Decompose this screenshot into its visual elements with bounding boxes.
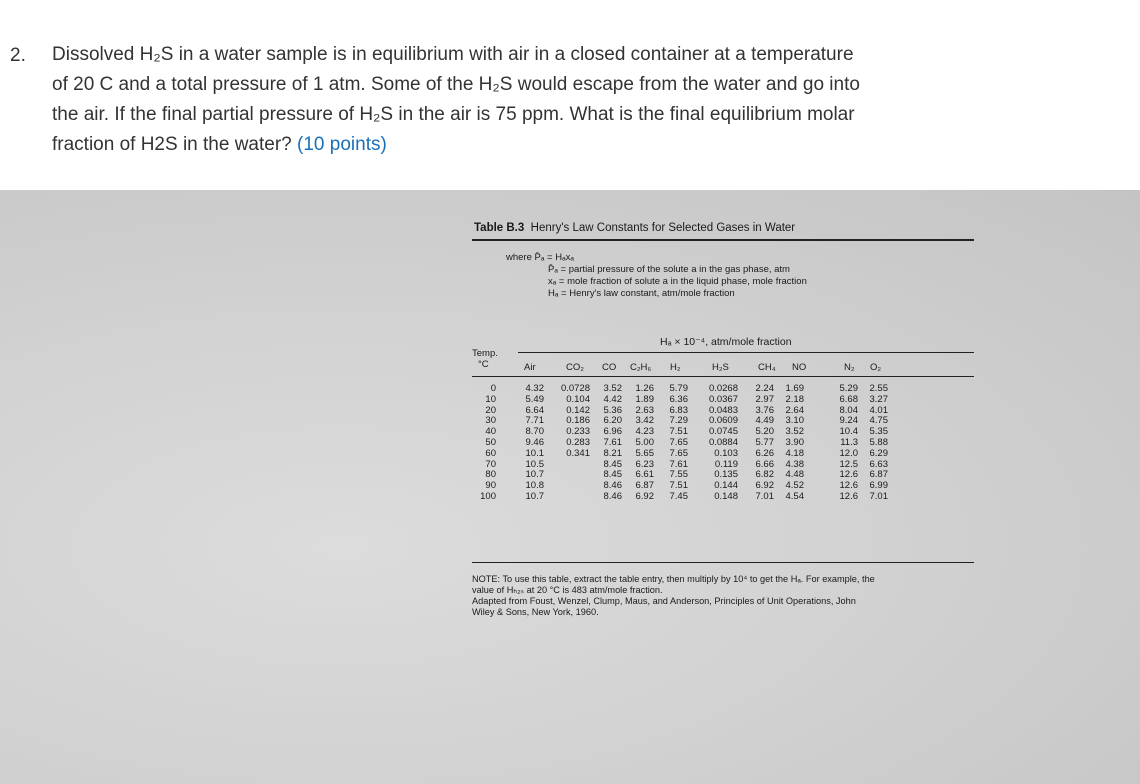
def-henry-constant: Hₐ = Henry's law constant, atm/mole fraction [548, 288, 735, 299]
table-cell: 3.52 [603, 383, 622, 394]
table-cell: 8.04 [839, 404, 858, 416]
col-co [596, 384, 622, 503]
table-cell: 8.46 [603, 490, 622, 502]
table-caption-title: Henry's Law Constants for Selected Gases in Water [530, 222, 796, 234]
table-cell: 0.103 [714, 447, 738, 459]
question-number: 2. [10, 45, 26, 66]
table-cell: 7.51 [669, 426, 688, 438]
table-cell: 5.36 [603, 404, 622, 416]
table-cell: 12.0 [839, 447, 858, 459]
table-cell: 5.65 [635, 447, 654, 459]
table-cell: 0.142 [566, 404, 590, 416]
col-h2s [698, 384, 738, 503]
table-cell: 7.71 [525, 415, 544, 427]
temp-cell: 60 [485, 447, 496, 459]
table-cell: 6.61 [635, 469, 654, 481]
table-cell: 4.23 [635, 426, 654, 438]
question-points: (10 points) [297, 134, 387, 155]
table-cell: 4.38 [785, 458, 804, 470]
table-cell: 6.20 [603, 415, 622, 427]
table-cell: 6.68 [839, 393, 858, 405]
col-header-h2: H₂ [670, 362, 681, 373]
col-air [516, 384, 544, 503]
caption-rule [472, 239, 974, 241]
table-note [472, 574, 972, 618]
table-cell: 8.70 [525, 426, 544, 438]
note-line: NOTE: To use this table, extract the table entry, then multiply by 10⁴ to get the Hₐ. For example, the [472, 574, 875, 584]
table-cell: 0.0483 [708, 404, 738, 416]
table-cell: 3.10 [785, 415, 804, 427]
table-cell: 12.6 [839, 490, 858, 502]
table-cell [550, 470, 590, 481]
table-cell: 6.99 [869, 480, 888, 492]
table-cell: 0.233 [566, 426, 590, 438]
table-cell: 11.3 [840, 436, 858, 448]
temp-column [474, 384, 496, 503]
table-cell [550, 460, 590, 471]
table-cell: 7.45 [669, 490, 688, 502]
table-cell: 6.23 [635, 458, 654, 470]
table-cell: 8.45 [603, 458, 622, 470]
table-cell: 3.42 [635, 415, 654, 427]
table-cell [550, 481, 590, 492]
note-line: Wiley & Sons, New York, 1960. [472, 607, 599, 617]
table-cell: 0.341 [566, 447, 590, 459]
table-cell: 7.65 [669, 436, 688, 448]
table-cell: 6.92 [755, 480, 774, 492]
table-cell: 5.88 [869, 436, 888, 448]
table-cell: 3.90 [785, 436, 804, 448]
table-cell [550, 492, 590, 503]
table-cell: 9.24 [839, 415, 858, 427]
question-line-4 [52, 130, 387, 160]
col-header-air: Air [524, 362, 536, 373]
table-cell: 4.52 [785, 480, 804, 492]
table-cell: 7.65 [669, 447, 688, 459]
table-cell: 0.0609 [708, 415, 738, 427]
def-where: where P̄ₐ = Hₐxₐ [506, 252, 574, 263]
table-cell: 10.5 [525, 458, 544, 470]
table-caption [474, 222, 795, 234]
table-cell: 10.8 [525, 480, 544, 492]
table-cell: 8.46 [603, 480, 622, 492]
table-cell: 3.52 [785, 426, 804, 438]
table-cell: 4.42 [603, 393, 622, 405]
table-cell: 0.0884 [708, 436, 738, 448]
table-cell: 7.51 [669, 480, 688, 492]
table-cell: 12.6 [839, 480, 858, 492]
table-cell: 5.20 [755, 426, 774, 438]
table-cell: 6.92 [635, 490, 654, 502]
table-cell: 12.6 [839, 469, 858, 481]
table-cell: 10.4 [839, 426, 858, 438]
col-header-h2s: H₂S [712, 362, 729, 373]
table-cell: 2.18 [785, 393, 804, 405]
table-cell: 2.64 [785, 404, 804, 416]
table-cell: 6.66 [755, 458, 774, 470]
table-cell: 4.48 [785, 469, 804, 481]
question-line-1: Dissolved H₂S in a water sample is in equilibrium with air in a closed container at a temperature [52, 44, 854, 65]
note-line: Adapted from Foust, Wenzel, Clump, Maus, and Anderson, Principles of Unit Operations, John [472, 596, 856, 606]
table-cell: 4.32 [525, 383, 544, 394]
table-cell: 1.26 [635, 383, 654, 394]
unit-rule [518, 352, 974, 353]
table-cell: 5.00 [635, 436, 654, 448]
col-h2 [662, 384, 688, 503]
question-block [0, 38, 1140, 178]
col-no [776, 384, 804, 503]
table-cell: 5.49 [525, 393, 544, 405]
table-cell: 0.0728 [560, 383, 590, 394]
temp-cell: 20 [485, 404, 496, 416]
table-cell: 5.29 [839, 383, 858, 394]
question-line-3: the air. If the final partial pressure of H₂S in the air is 75 ppm. What is the final equilibrium molar [52, 104, 855, 125]
col-header-o2: O₂ [870, 362, 882, 373]
table-cell: 0.135 [714, 469, 738, 481]
table-cell: 3.27 [869, 393, 888, 405]
col-header-co2: CO₂ [566, 362, 584, 373]
table-cell: 10.7 [525, 469, 544, 481]
table-cell: 7.61 [669, 458, 688, 470]
table-cell: 7.55 [669, 469, 688, 481]
temp-cell: 70 [485, 458, 496, 470]
table-cell: 4.54 [785, 490, 804, 502]
table-cell: 0.148 [714, 490, 738, 502]
col-ch4 [746, 384, 774, 503]
table-caption-label: Table B.3 [474, 222, 525, 234]
col-header-c2h6: C₂H₆ [630, 362, 652, 373]
temp-header-unit: °C [478, 359, 489, 370]
table-cell: 6.83 [669, 404, 688, 416]
temp-cell: 0 [490, 383, 496, 394]
temp-cell: 80 [485, 469, 496, 481]
header-rule [472, 376, 974, 377]
table-cell: 4.75 [869, 415, 888, 427]
def-partial-pressure: P̄ₐ = partial pressure of the solute a in the gas phase, atm [548, 264, 790, 275]
table-definitions [506, 252, 807, 300]
temp-cell: 10 [485, 393, 496, 405]
table-cell: 6.82 [755, 469, 774, 481]
table-cell: 8.21 [603, 447, 622, 459]
table-cell: 7.29 [669, 415, 688, 427]
col-o2 [860, 384, 888, 503]
table-cell: 2.63 [635, 404, 654, 416]
table-cell: 1.69 [785, 383, 804, 394]
table-cell: 6.26 [755, 447, 774, 459]
table-cell: 2.97 [755, 393, 774, 405]
table-cell: 0.119 [714, 458, 738, 470]
col-header-co: CO [602, 362, 617, 373]
temp-header [472, 348, 498, 370]
table-cell: 4.49 [755, 415, 774, 427]
table-cell: 10.7 [525, 490, 544, 502]
table-cell: 0.283 [566, 436, 590, 448]
table-cell: 8.45 [603, 469, 622, 481]
col-co2 [550, 384, 590, 503]
table-cell: 3.76 [755, 404, 774, 416]
table-cell: 0.186 [566, 415, 590, 427]
table-cell: 6.29 [869, 447, 888, 459]
note-line: value of Hₕ₂ₛ at 20 °C is 483 atm/mole fraction. [472, 585, 663, 595]
table-cell: 0.0745 [708, 426, 738, 438]
def-mole-fraction: xₐ = mole fraction of solute a in the liquid phase, mole fraction [548, 276, 807, 287]
table-cell: 0.104 [566, 393, 590, 405]
table-cell: 6.96 [603, 426, 622, 438]
table-cell: 4.18 [785, 447, 804, 459]
table-cell: 6.87 [869, 469, 888, 481]
table-cell: 9.46 [525, 436, 544, 448]
table-cell: 6.87 [635, 480, 654, 492]
col-header-ch4: CH₄ [758, 362, 776, 373]
table-cell: 12.5 [839, 458, 858, 470]
table-cell: 0.0268 [708, 383, 738, 394]
footer-rule [472, 562, 974, 563]
table-cell: 5.35 [869, 426, 888, 438]
col-header-no: NO [792, 362, 807, 373]
henry-law-table [470, 218, 980, 638]
col-n2 [830, 384, 858, 503]
table-cell: 0.144 [714, 480, 738, 492]
table-cell: 5.77 [755, 436, 774, 448]
table-cell: 7.01 [869, 490, 888, 502]
temp-header-label: Temp. [472, 348, 498, 359]
table-cell: 0.0367 [708, 393, 738, 405]
question-line-2: of 20 C and a total pressure of 1 atm. Some of the H₂S would escape from the water and go into [52, 74, 860, 95]
col-header-n2: N₂ [844, 362, 855, 373]
col-c2h6 [626, 384, 654, 503]
table-cell: 7.61 [603, 436, 622, 448]
unit-header: Hₐ × 10⁻⁴, atm/mole fraction [660, 336, 792, 348]
table-cell: 4.01 [869, 404, 888, 416]
temp-cell: 50 [485, 436, 496, 448]
table-cell: 1.89 [635, 393, 654, 405]
question-line-4-text: fraction of H2S in the water? [52, 134, 292, 155]
table-cell: 6.63 [869, 458, 888, 470]
temp-cell: 30 [485, 415, 496, 427]
table-cell: 7.01 [755, 490, 774, 502]
table-cell: 5.79 [669, 383, 688, 394]
temp-cell: 100 [480, 490, 496, 502]
temp-cell: 90 [485, 480, 496, 492]
table-cell: 2.55 [869, 383, 888, 394]
temp-cell: 40 [485, 426, 496, 438]
table-cell: 10.1 [525, 447, 544, 459]
table-cell: 6.64 [525, 404, 544, 416]
table-cell: 6.36 [669, 393, 688, 405]
table-cell: 2.24 [755, 383, 774, 394]
